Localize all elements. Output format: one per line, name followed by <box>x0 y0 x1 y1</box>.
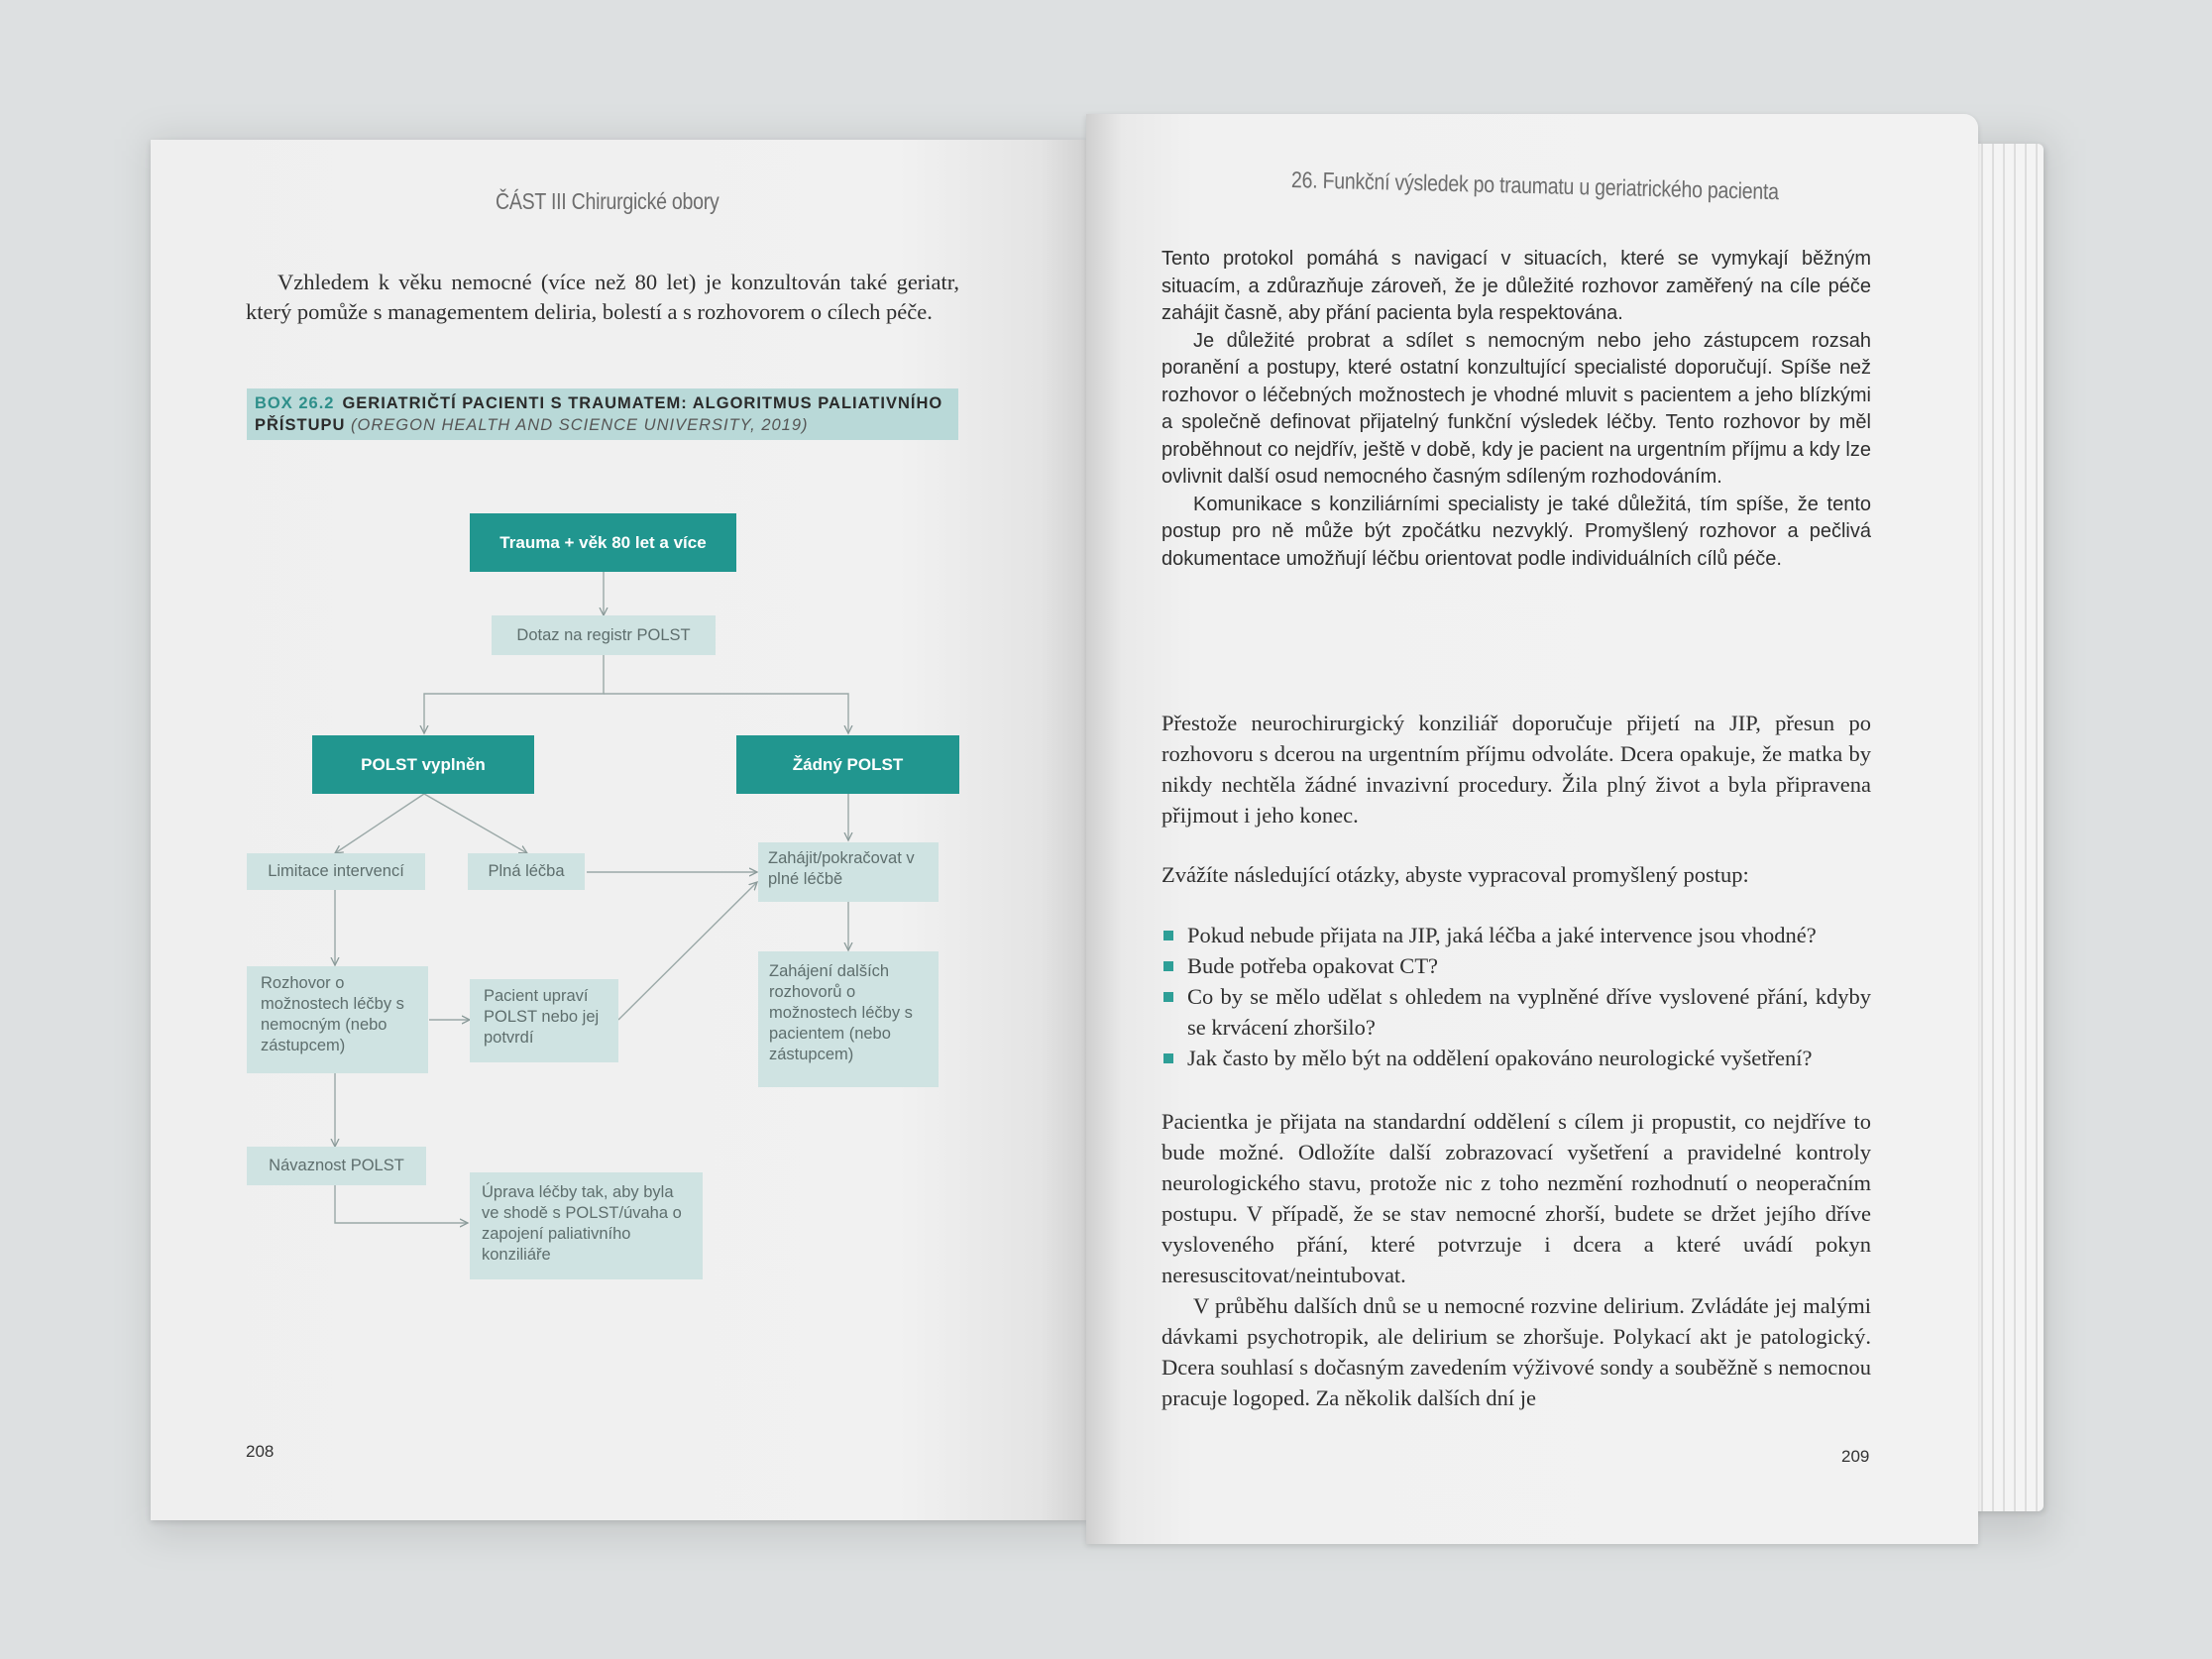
flow-conversation-node: Rozhovor o možnostech léčby s nemocným (nebo zástupcem) <box>247 966 428 1073</box>
flow-limit-node: Limitace intervencí <box>247 853 425 890</box>
questions-intro: Zvážíte následující otázky, abyste vypracoval promyšlený postup: <box>1161 862 1749 887</box>
box-heading: GERIATRIČTÍ PACIENTI S TRAUMATEM: ALGORITMUS PALIATIVNÍHO PŘÍSTUPU <box>255 394 943 434</box>
bullet-square-icon <box>1163 961 1173 971</box>
question-item <box>1161 950 1871 981</box>
protocol-paragraph-3: Komunikace s konziliárními specialisty je také důležitá, tím spíše, že tento postup pro ně může být zpočátku nezvyklý. Promyšlený rozhovor a pečlivá dokumentace umožňují léčbu orientovat podle individuálních cílů péče. <box>1161 493 1871 570</box>
page-number-right: 209 <box>1841 1447 1870 1466</box>
flow-further-conversations-node: Zahájení dalších rozhovorů o možnostech léčby s pacientem (nebo zástupcem) <box>758 951 939 1087</box>
flow-patient-updates-node: Pacient upraví POLST nebo jej potvrdí <box>470 979 618 1062</box>
bullet-square-icon <box>1163 931 1173 940</box>
question-item <box>1161 920 1871 950</box>
box-source: (OREGON HEALTH AND SCIENCE UNIVERSITY, 2019) <box>351 416 809 434</box>
question-text: Pokud nebude přijata na JIP, jaká léčba a jaké intervence jsou vhodné? <box>1187 923 1817 947</box>
running-head-right: 26. Funkční výsledek po traumatu u geriatrického pacienta <box>1290 166 1780 205</box>
intro-paragraph: Vzhledem k věku nemocné (více než 80 let) je konzultován také geriatr, který pomůže s managementem deliria, bolestí a s rozhovorem o cílech péče. <box>246 270 959 324</box>
outcome-paragraph-1: Pacientka je přijata na standardní oddělení s cílem ji propustit, co nejdříve to bude možné. Odložíte další zobrazovací vyšetření a pravidelné kontroly neurologického stavu, protože nic z toho nezmění rozhodnutí o neoperačním postupu. V případě, že se stav nemocné zhorší, budete se držet jejího dříve vysloveného přání, které potvrzuje i dcera a které uvádí pokyn neresuscitovat/neintubovat. <box>1161 1109 1871 1287</box>
questions-list <box>1161 920 1871 1073</box>
page-number-left: 208 <box>246 1442 275 1461</box>
protocol-text <box>1161 246 1871 573</box>
flow-full-node: Plná léčba <box>468 853 585 890</box>
flow-polst-filled-node: POLST vyplněn <box>312 735 534 794</box>
flow-adjust-node: Úprava léčby tak, aby byla ve shodě s POLST/úvaha o zapojení paliativního konziliáře <box>470 1172 703 1279</box>
box-number: BOX 26.2 <box>255 394 335 412</box>
bullet-square-icon <box>1163 992 1173 1002</box>
flow-query-node: Dotaz na registr POLST <box>492 615 716 655</box>
question-text: Jak často by mělo být na oddělení opakováno neurologické vyšetření? <box>1187 1046 1813 1070</box>
protocol-paragraph-2: Je důležité probrat a sdílet s nemocným nebo jeho zástupcem rozsah poranění a postupy, které ostatní konzultující specialisté doporučují. Spíše než rozhovor o léčebných možnostech je vhodné mluvit s pacientem a jeho blízkými a společně definovat přijatelný funkční výsledek léčby. Tento rozhovor by měl proběhnout co nejdřív, ještě v době, kdy je pacient na urgentním příjmu a kdy lze ovlivnit další osud nemocného časným sdíleným rozhodováním. <box>1161 329 1871 488</box>
case-paragraph: Přestože neurochirurgický konziliář doporučuje přijetí na JIP, přesun po rozhovoru s dcerou na urgentním příjmu odvoláte. Dcera opakuje, že matka by nikdy nechtěla žádné invazivní procedury. Žila plný život a byla připravena přijmout i jeho konec. <box>1161 711 1871 828</box>
question-item <box>1161 981 1871 1043</box>
bullet-square-icon <box>1163 1053 1173 1063</box>
running-head-left: ČÁST III Chirurgické obory <box>496 188 719 214</box>
flow-start-full-node: Zahájit/pokračovat v plné léčbě <box>758 842 939 902</box>
outcome-paragraph-2: V průběhu dalších dnů se u nemocné rozvine delirium. Zvládáte jej malými dávkami psychotropik, ale delirium se zhoršuje. Polykací akt je patologický. Dcera souhlasí s dočasným zavedením výživové sondy a souběžně s nemocnou pracuje logoped. Za několik dalších dní je <box>1161 1293 1871 1410</box>
protocol-paragraph-1: Tento protokol pomáhá s navigací v situacích, které se vymykají běžným situacím, a zdůrazňuje zároveň, že je důležité rozhovor zaměřený na cíle péče zahájit časně, aby přání pacienta byla respektována. <box>1161 248 1871 324</box>
flow-start-node: Trauma + věk 80 let a více <box>470 513 736 572</box>
flow-no-polst-node: Žádný POLST <box>736 735 959 794</box>
question-text: Co by se mělo udělat s ohledem na vyplněné dříve vyslovené přání, kdyby se krvácení zhoršilo? <box>1187 984 1871 1040</box>
question-text: Bude potřeba opakovat CT? <box>1187 953 1439 978</box>
flow-polst-followup-node: Návaznost POLST <box>247 1147 426 1185</box>
outcome-text <box>1161 1106 1871 1413</box>
question-item <box>1161 1043 1871 1073</box>
